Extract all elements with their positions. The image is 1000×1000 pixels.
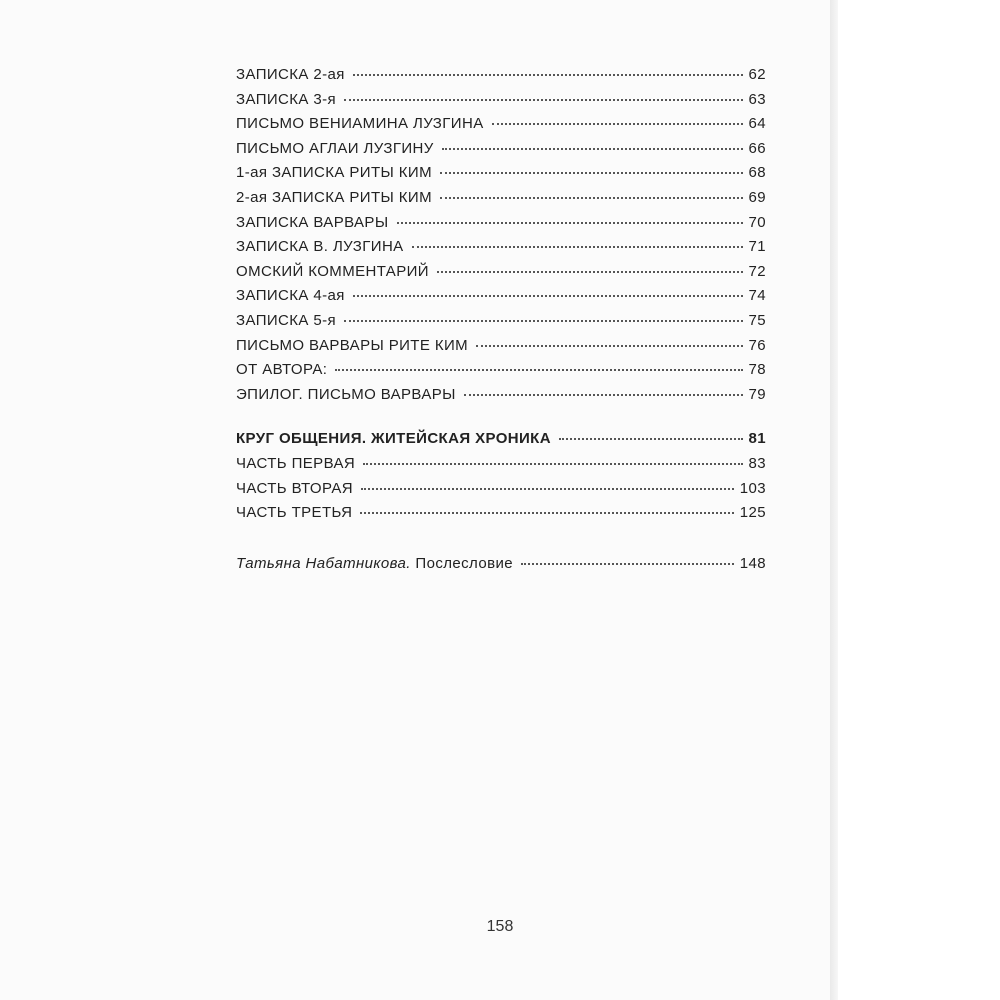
toc-entry xyxy=(236,164,766,189)
toc-entry-title: ЗАПИСКА ВАРВАРЫ xyxy=(236,213,389,231)
toc-leader-dots xyxy=(440,172,743,174)
toc-entry xyxy=(236,504,766,529)
toc-entry xyxy=(236,66,766,91)
toc-entry xyxy=(236,480,766,505)
toc-entry-page: 69 xyxy=(748,188,766,206)
afterword-title: Послесловие xyxy=(415,554,513,572)
toc-leader-dots xyxy=(476,345,742,347)
toc-leader-dots xyxy=(353,295,743,297)
toc-entry xyxy=(236,455,766,480)
toc-entry-page: 79 xyxy=(748,385,766,403)
toc-entry-page: 64 xyxy=(748,115,766,133)
toc-entry xyxy=(236,312,766,337)
toc-leader-dots xyxy=(440,197,743,199)
toc-entry-page: 62 xyxy=(748,66,766,83)
toc-entry-page: 103 xyxy=(739,479,766,497)
toc-entry-title: ЗАПИСКА В. ЛУЗГИНА xyxy=(236,238,404,256)
toc-leader-dots xyxy=(559,438,743,440)
toc-entry-title: ПИСЬМО ВАРВАРЫ РИТЕ КИМ xyxy=(236,336,469,354)
toc-entry-page: 70 xyxy=(748,213,766,231)
toc-entry xyxy=(236,115,766,140)
toc-entry-page: 81 xyxy=(748,430,766,448)
toc-entry xyxy=(236,140,766,165)
section-spacer xyxy=(236,529,766,555)
toc-leader-dots xyxy=(344,320,742,322)
toc-entry-title: ЭПИЛОГ. ПИСЬМО ВАРВАРЫ xyxy=(236,385,456,403)
toc-entry xyxy=(236,263,766,288)
toc-afterword-entry xyxy=(236,555,766,580)
toc-leader-dots xyxy=(464,394,743,396)
toc-leader-dots xyxy=(360,512,733,514)
afterword-author: Татьяна Набатникова. xyxy=(236,554,411,572)
toc-leader-dots xyxy=(344,99,742,101)
toc-entry-title: ЧАСТЬ ПЕРВАЯ xyxy=(236,454,356,472)
toc-entry-title: ОТ АВТОРА: xyxy=(236,361,328,379)
toc-entry-title: 1-ая ЗАПИСКА РИТЫ КИМ xyxy=(236,164,432,182)
toc-entry-title: ОМСКИЙ КОММЕНТАРИЙ xyxy=(236,262,429,280)
toc-leader-dots xyxy=(397,222,743,224)
toc-leader-dots xyxy=(363,463,742,465)
toc-entry-title: КРУГ ОБЩЕНИЯ. ЖИТЕЙСКАЯ ХРОНИКА xyxy=(236,430,551,448)
toc-entry-title: ЗАПИСКА 5-я xyxy=(236,311,337,329)
toc-section-heading xyxy=(236,430,766,455)
toc-entry-page: 75 xyxy=(748,311,766,329)
toc-leader-dots xyxy=(492,123,743,125)
table-of-contents xyxy=(236,66,766,579)
toc-entry xyxy=(236,361,766,386)
toc-entry-title: ПИСЬМО ВЕНИАМИНА ЛУЗГИНА xyxy=(236,115,484,133)
toc-leader-dots xyxy=(412,246,743,248)
toc-entry xyxy=(236,287,766,312)
toc-entry-title: ПИСЬМО АГЛАИ ЛУЗГИНУ xyxy=(236,139,434,157)
toc-entry-title xyxy=(236,555,513,572)
toc-leader-dots xyxy=(335,369,742,371)
toc-leader-dots xyxy=(353,74,743,76)
toc-entry xyxy=(236,214,766,239)
toc-entry-title: ЗАПИСКА 2-ая xyxy=(236,66,345,83)
section-spacer xyxy=(236,410,766,430)
toc-entry xyxy=(236,337,766,362)
toc-entry-page: 78 xyxy=(748,361,766,379)
toc-entry-page: 63 xyxy=(748,90,766,108)
toc-entry-page: 72 xyxy=(748,262,766,280)
toc-entry-title: ЧАСТЬ ВТОРАЯ xyxy=(236,479,353,497)
toc-entry xyxy=(236,238,766,263)
toc-entry-page: 68 xyxy=(748,164,766,182)
toc-entry-title: ЗАПИСКА 4-ая xyxy=(236,287,345,305)
toc-leader-dots xyxy=(442,148,743,150)
page-number: 158 xyxy=(486,918,514,935)
toc-entry-title: ЗАПИСКА 3-я xyxy=(236,90,337,108)
toc-entry xyxy=(236,189,766,214)
toc-entry-page: 83 xyxy=(748,454,766,472)
toc-entry-page: 148 xyxy=(739,554,766,572)
toc-entry-page: 71 xyxy=(748,238,766,256)
page-edge-shadow xyxy=(830,0,838,1000)
scan-margin xyxy=(838,0,1000,1000)
toc-entry-page: 76 xyxy=(748,336,766,354)
toc-entry-page: 74 xyxy=(748,287,766,305)
toc-leader-dots xyxy=(361,488,734,490)
toc-entry-page: 125 xyxy=(739,504,766,522)
toc-entry xyxy=(236,386,766,411)
toc-entry-page: 66 xyxy=(748,139,766,157)
toc-leader-dots xyxy=(521,563,734,565)
toc-leader-dots xyxy=(437,271,743,273)
toc-entry xyxy=(236,91,766,116)
toc-entry-title: 2-ая ЗАПИСКА РИТЫ КИМ xyxy=(236,188,432,206)
toc-entry-title: ЧАСТЬ ТРЕТЬЯ xyxy=(236,504,353,522)
